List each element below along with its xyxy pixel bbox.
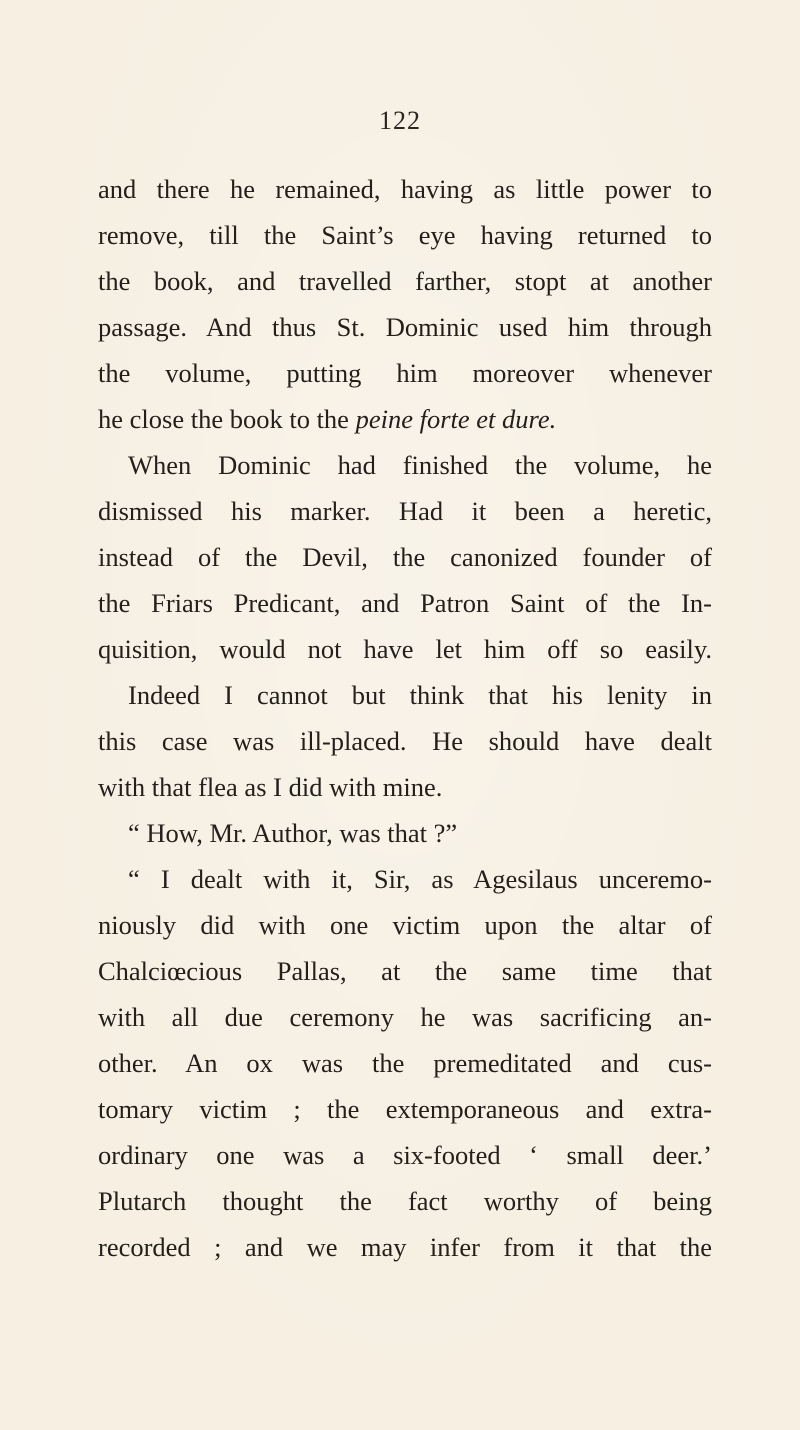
text-line-with-italic — [98, 396, 712, 442]
text-line: instead of the Devil, the canonized founder of — [98, 542, 712, 572]
body-text — [98, 166, 712, 1270]
text-line: Plutarch thought the fact worthy of being — [98, 1186, 712, 1216]
text-line: remove, till the Saint’s eye having returned to — [98, 220, 712, 250]
paragraph-end-line: with that flea as I did with mine. — [98, 772, 443, 802]
text-line: tomary victim ; the extemporaneous and extra- — [98, 1094, 712, 1124]
text-line: Indeed I cannot but think that his lenity in — [128, 680, 712, 710]
text-line: this case was ill-placed. He should have dealt — [98, 726, 712, 756]
text-line: the volume, putting him moreover whenever — [98, 358, 712, 388]
text-line: Chalciœcious Pallas, at the same time that — [98, 956, 712, 986]
page-number: 122 — [379, 106, 421, 135]
text-segment: he close the book to the — [98, 404, 356, 434]
text-line: recorded ; and we may infer from it that the — [98, 1232, 712, 1262]
text-line: quisition, would not have let him off so easily. — [98, 634, 712, 664]
dialogue-line: “ How, Mr. Author, was that ?” — [128, 818, 458, 848]
text-line: niously did with one victim upon the altar of — [98, 910, 712, 940]
text-line: the book, and travelled farther, stopt at another — [98, 266, 712, 296]
dialogue-start-line: “ I dealt with it, Sir, as Agesilaus unceremo- — [128, 864, 712, 894]
text-line: the Friars Predicant, and Patron Saint of the In- — [98, 588, 712, 618]
italic-phrase: peine forte et dure. — [355, 404, 557, 434]
text-line: dismissed his marker. Had it been a heretic, — [98, 496, 712, 526]
text-line: passage. And thus St. Dominic used him through — [98, 312, 712, 342]
text-line: with all due ceremony he was sacrificing an- — [98, 1002, 712, 1032]
paragraph-start-line: When Dominic had finished the volume, he — [128, 450, 712, 480]
text-line: ordinary one was a six-footed ‘ small deer.’ — [98, 1140, 712, 1170]
text-line: and there he remained, having as little power to — [98, 174, 712, 204]
text-line: other. An ox was the premeditated and cus- — [98, 1048, 712, 1078]
